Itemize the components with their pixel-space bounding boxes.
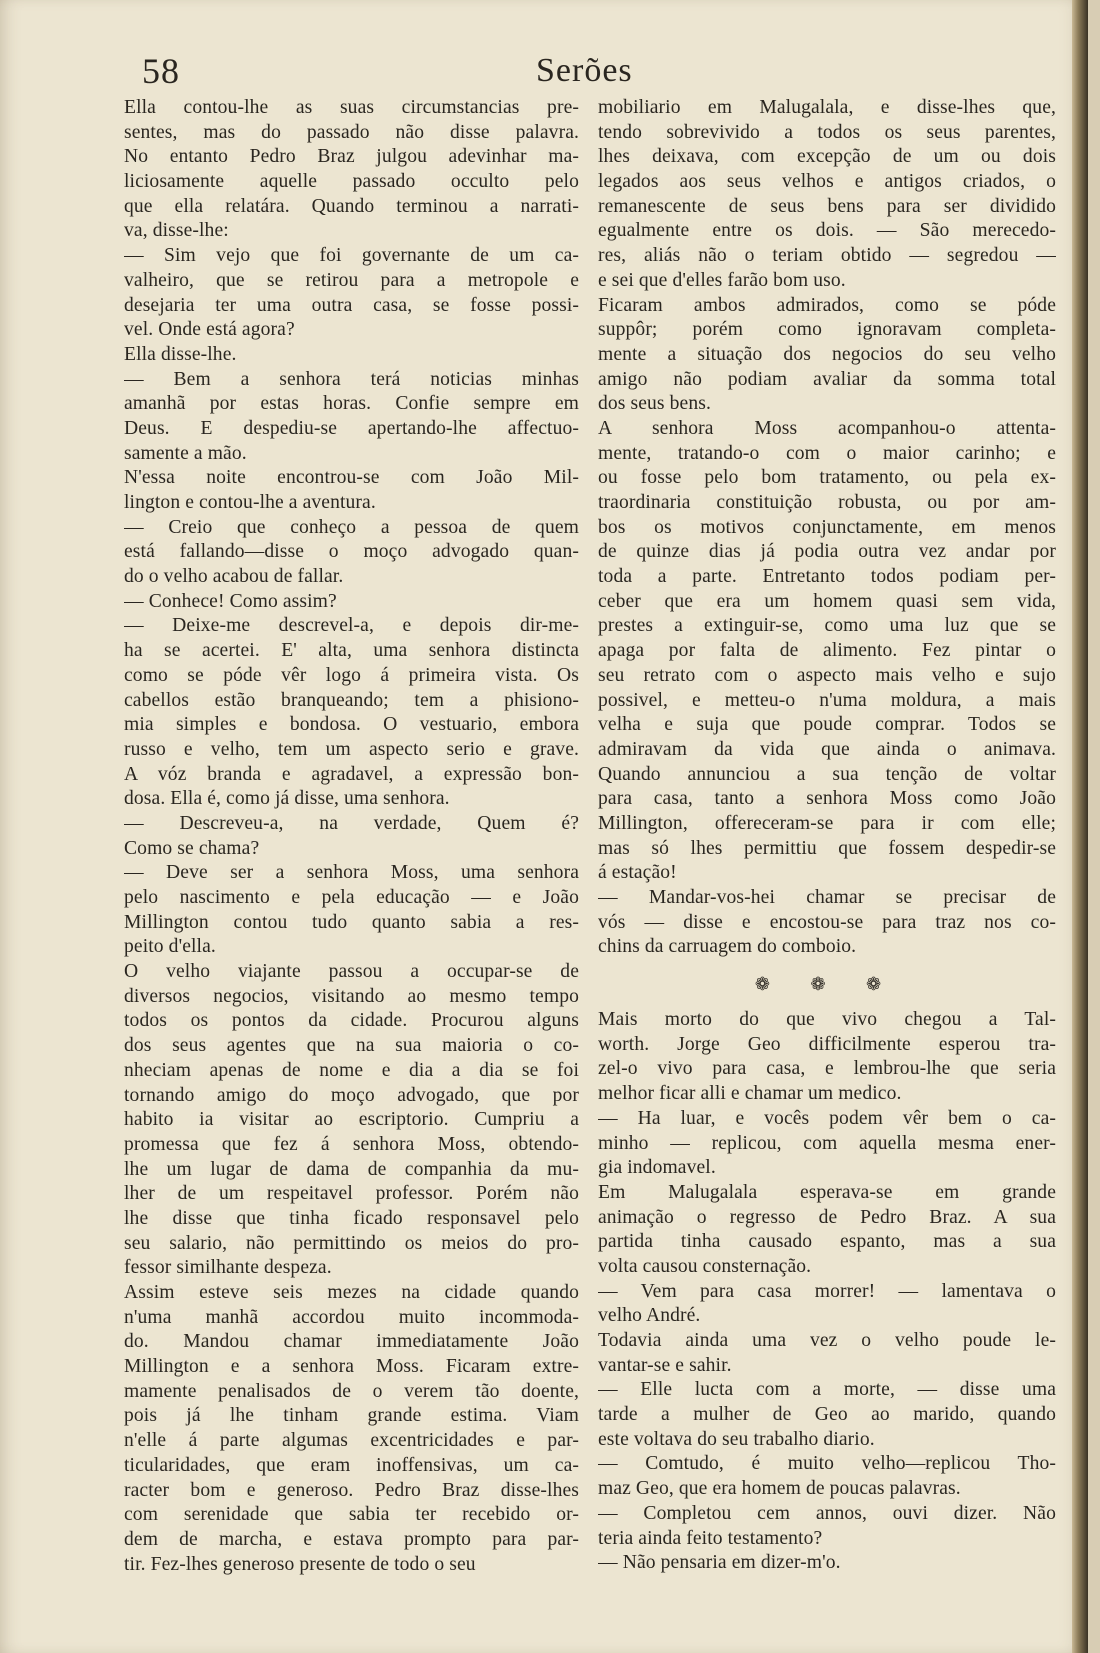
text-line: — Bem a senhora terá noticias minhas — [124, 368, 579, 390]
running-title: Serões — [536, 52, 633, 89]
text-line: — Não pensaria em dizer-m'o. — [598, 1552, 841, 1574]
text-line: todos os pontos da cidade. Procurou alguns — [124, 1010, 579, 1032]
text-line: mobiliario em Malugalala, e disse-lhes que, — [598, 97, 1056, 118]
text-line: va, disse-lhe: — [124, 220, 229, 242]
text-line: Quando annunciou a sua tenção de voltar — [598, 763, 1056, 785]
text-line: mente a situação dos negocios do seu velho — [598, 343, 1056, 365]
text-line: mente, tratando-o com o maior carinho; e — [598, 442, 1056, 464]
text-line: toda a parte. Entretanto todos podiam per- — [598, 566, 1056, 588]
text-line: mas só lhes permittiu que fossem despedir-se — [598, 837, 1056, 859]
text-line: este voltava do seu trabalho diario. — [598, 1428, 875, 1450]
text-line: — Descreveu-a, na verdade, Quem é? — [124, 812, 579, 834]
text-line: á estação! — [598, 862, 677, 884]
text-line: apaga por falta de alimento. Fez pintar o — [598, 640, 1056, 662]
text-line: vós — disse e encostou-se para traz nos co- — [598, 911, 1056, 933]
text-line: maz Geo, que era homem de poucas palavras. — [598, 1478, 961, 1500]
text-line: minho — replicou, com aquella mesma ener- — [598, 1132, 1056, 1154]
text-line: dosa. Ella é, como já disse, uma senhora. — [124, 788, 450, 810]
text-line: Millington contou tudo quanto sabia a res- — [124, 911, 579, 933]
text-line: liciosamente aquelle passado occulto pelo — [124, 171, 579, 193]
text-line: possivel, e metteu-o n'uma moldura, a mais — [598, 689, 1056, 711]
text-line: velha e suja que poude comprar. Todos se — [598, 714, 1056, 736]
text-line: melhor ficar alli e chamar um medico. — [598, 1083, 902, 1105]
text-line: lhe um lugar de dama de companhia da mu- — [124, 1158, 579, 1180]
right-text-column — [598, 96, 1056, 1576]
text-line: Millington e a senhora Moss. Ficaram extre- — [124, 1356, 579, 1378]
text-line: e sei que d'elles farão bom uso. — [598, 269, 846, 291]
text-line: n'elle á parte algumas excentricidades e par- — [124, 1430, 579, 1452]
text-line: Como se chama? — [124, 837, 260, 859]
text-line: partida tinha causado espanto, mas a sua — [598, 1231, 1056, 1253]
text-line: como se póde vêr logo á primeira vista. Os — [124, 664, 579, 686]
left-text-column — [124, 96, 579, 1577]
text-line: ticularidades, que eram inoffensivas, um ca- — [124, 1454, 579, 1476]
text-line: dos seus bens. — [598, 393, 711, 415]
text-line: mia simples e bondosa. O vestuario, embora — [124, 714, 579, 736]
text-line: prestes a extinguir-se, como uma luz que se — [598, 615, 1056, 637]
text-line: — Creio que conheço a pessoa de quem — [124, 516, 579, 538]
text-line: traordinaria constituição robusta, ou por am- — [598, 492, 1056, 513]
text-line: peito d'ella. — [124, 936, 216, 958]
text-line: habito ia visitar ao escriptorio. Cumpriu a — [124, 1109, 579, 1131]
text-line: vel. Onde está agora? — [124, 319, 295, 341]
text-line: seu retrato com o aspecto mais velho e sujo — [598, 664, 1056, 686]
text-line: A vóz branda e agradavel, a expressão bon- — [124, 763, 579, 785]
text-line: A senhora Moss acompanhou-o attenta- — [598, 417, 1056, 439]
text-line: — Deixe-me descrevel-a, e depois dir-me- — [124, 615, 579, 637]
text-line: admiravam da vida que ainda o animava. — [598, 738, 1056, 760]
text-line: — Completou cem annos, ouvi dizer. Não — [598, 1502, 1056, 1524]
text-line: russo e velho, tem um aspecto serio e grave. — [124, 738, 579, 760]
text-line: — Sim vejo que foi governante de um ca- — [124, 245, 579, 267]
text-line: — Vem para casa morrer! — lamentava o — [598, 1280, 1056, 1302]
text-line: suppôr; porém como ignoravam completa- — [598, 319, 1056, 341]
text-line: remanescente de seus bens para ser dividido — [598, 195, 1056, 217]
text-line: N'essa noite encontrou-se com João Mil- — [124, 467, 579, 489]
text-line: desejaria ter uma outra casa, se fosse possi- — [124, 294, 579, 316]
page-header — [122, 48, 1062, 94]
text-line: ceber que era um homem quasi sem vida, — [598, 590, 1056, 612]
page-binding-edge — [1072, 0, 1088, 1653]
text-line: seu salario, não permittindo os meios do pro- — [124, 1232, 579, 1254]
right-column-top-text — [598, 96, 1056, 960]
text-line: nheciam apenas de nome e dia a dia se foi — [124, 1059, 579, 1081]
text-line: cabellos estão branqueando; tem a phisiono- — [124, 689, 579, 711]
text-line: amanhã por estas horas. Confie sempre em — [124, 393, 579, 415]
text-line: sentes, mas do passado não disse palavra. — [124, 121, 579, 143]
text-line: dos seus agentes que na sua maioria o co- — [124, 1035, 579, 1057]
text-line: tendo sobrevivido a todos os seus parentes, — [598, 121, 1056, 143]
text-line: diversos negocios, visitando ao mesmo tempo — [124, 985, 579, 1007]
text-line: animação o regresso de Pedro Braz. A sua — [598, 1206, 1056, 1228]
text-line: Em Malugalala esperava-se em grande — [598, 1181, 1056, 1203]
text-line: vantar-se e sahir. — [598, 1354, 732, 1376]
text-line: worth. Jorge Geo difficilmente esperou tra- — [598, 1033, 1056, 1055]
text-line: amigo não podiam avaliar da somma total — [598, 368, 1056, 390]
text-line: do. Mandou chamar immediatamente João — [124, 1331, 579, 1353]
text-line: valheiro, que se retirou para a metropole e — [124, 269, 579, 291]
text-line: lhes deixava, com excepção de um ou dois — [598, 146, 1056, 168]
text-line: teria ainda feito testamento? — [598, 1527, 823, 1549]
text-line: está fallando—disse o moço advogado quan- — [124, 541, 579, 563]
text-line: para casa, tanto a senhora Moss como João — [598, 788, 1056, 810]
text-line: lington e contou-lhe a aventura. — [124, 492, 376, 513]
text-line: Todavia ainda uma vez o velho poude le- — [598, 1330, 1056, 1351]
text-line: racter bom e generoso. Pedro Braz disse-lhes — [124, 1479, 579, 1501]
text-line: No entanto Pedro Braz julgou adevinhar ma- — [124, 146, 579, 168]
text-line: pois já lhe tinham grande estima. Viam — [124, 1405, 579, 1427]
text-line: egualmente entre os dois. — São merecedo- — [598, 220, 1056, 242]
text-line: dem de marcha, e estava prompto para par- — [124, 1528, 579, 1550]
text-line: — Conhece! Como assim? — [124, 590, 337, 612]
text-line: Deus. E despediu-se apertando-lhe affectuo- — [124, 417, 579, 439]
text-line: — Ha luar, e vocês podem vêr bem o ca- — [598, 1107, 1056, 1129]
text-line: Ella contou-lhe as suas circumstancias pre- — [124, 97, 579, 118]
text-line: tornando amigo do moço advogado, que por — [124, 1084, 579, 1106]
text-line: gia indomavel. — [598, 1157, 716, 1179]
page-number: 58 — [142, 51, 180, 91]
text-line: bos os motivos conjunctamente, em menos — [598, 516, 1056, 538]
text-line: mamente penalisados de o verem tão doente, — [124, 1380, 579, 1402]
text-line: pelo nascimento e pela educação — e João — [124, 887, 579, 908]
text-line: Mais morto do que vivo chegou a Tal- — [598, 1009, 1056, 1031]
text-line: — Elle lucta com a morte, — disse uma — [598, 1379, 1056, 1401]
right-column-bottom-text — [598, 1008, 1056, 1576]
text-line: com serenidade que sabia ter recebido or- — [124, 1504, 579, 1526]
text-line: promessa que fez á senhora Moss, obtendo- — [124, 1133, 579, 1155]
text-line: volta causou consternação. — [598, 1255, 812, 1277]
text-line: chins da carruagem do comboio. — [598, 936, 857, 958]
text-line: Ficaram ambos admirados, como se póde — [598, 294, 1056, 316]
text-line: tir. Fez-lhes generoso presente de todo o seu — [124, 1553, 476, 1575]
text-line: samente a mão. — [124, 442, 247, 464]
text-line: que ella relatára. Quando terminou a narrati- — [124, 195, 579, 217]
text-line: — Deve ser a senhora Moss, uma senhora — [124, 862, 579, 884]
text-line: — Mandar-vos-hei chamar se precisar de — [598, 887, 1056, 908]
text-line: do o velho acabou de fallar. — [124, 566, 344, 588]
text-line: O velho viajante passou a occupar-se de — [124, 961, 579, 983]
text-line: ha se acertei. E' alta, uma senhora distincta — [124, 640, 579, 662]
text-line: res, aliás não o teriam obtido — segredou — — [598, 245, 1056, 267]
text-line: velho André. — [598, 1305, 701, 1327]
text-line: Ella disse-lhe. — [124, 343, 237, 365]
text-line: lher de um respeitavel professor. Porém não — [124, 1183, 579, 1205]
text-line: zel-o vivo para casa, e lembrou-lhe que seria — [598, 1058, 1056, 1080]
text-line: de quinze dias já podia outra vez andar por — [598, 541, 1056, 563]
text-line: lhe disse que tinha ficado responsavel pelo — [124, 1207, 579, 1229]
text-line: legados aos seus velhos e antigos criados, o — [598, 171, 1056, 193]
text-line: tarde a mulher de Geo ao marido, quando — [598, 1404, 1056, 1426]
text-line: Assim esteve seis mezes na cidade quando — [124, 1282, 579, 1303]
text-line: ou fosse pelo bom tratamento, ou pela ex- — [598, 467, 1056, 489]
section-ornament: ❁ ❁ ❁ — [754, 974, 900, 995]
text-line: Millington, offereceram-se para ir com elle; — [598, 812, 1056, 834]
text-line: — Comtudo, é muito velho—replicou Tho- — [598, 1453, 1056, 1475]
text-line: n'uma manhã accordou muito incommoda- — [124, 1306, 579, 1328]
text-line: fessor similhante despeza. — [124, 1257, 332, 1279]
